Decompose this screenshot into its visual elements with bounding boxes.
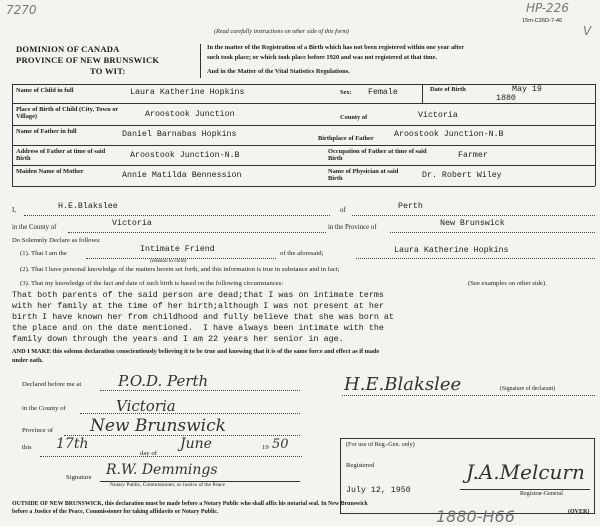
and-make-2: under oath. [12,357,44,364]
para-1-b: of the aforesaid; [280,250,324,257]
to-wit: TO WIT: [90,66,126,76]
physician-value: Dr. Robert Wiley [422,171,502,180]
grid-line [12,125,595,126]
declaration-county: Victoria [112,219,152,228]
jurat-county: Victoria [116,397,176,415]
sex-label: Sex: [340,89,352,96]
year-prefix: 19 [262,444,269,451]
jurat-province: New Brunswick [90,416,226,436]
grid-line [12,165,595,166]
address-father-value: Aroostook Junction-N.B [130,151,240,160]
of-label: of [340,206,346,214]
relation-value: Intimate Friend [140,245,215,254]
child-line [356,258,595,259]
declarant-signature-line [342,395,595,396]
date-birth-year: 1880 [496,94,516,103]
registrar-signature: J.A.Melcurn [466,460,585,484]
jurat-day: 17th [56,436,89,452]
signature-label: Signature [66,474,92,481]
occupation-value: Farmer [458,151,488,160]
signature-caption: Notary Public, Commissioner, or Justice of the Peace [110,482,225,488]
declared-label: Declared before me at [22,381,82,388]
birthplace-father-label: Birthplace of Father [318,135,374,142]
province-title: PROVINCE OF NEW BRUNSWICK [16,55,160,65]
mother-value: Annie Matilda Bennession [122,171,242,180]
in-county-label: in the County of [12,224,57,231]
registry-use-label: (For use of Reg.-Gen. only) [346,441,415,448]
jurat-month: June [180,436,212,452]
declared-line [100,390,300,391]
jurat-county-line [80,413,300,414]
jurat-county-label: in the County of [22,405,66,412]
i-label: I, [12,206,17,214]
grid-line [12,145,595,146]
of-place: Perth [398,202,423,211]
county-value: Victoria [418,111,458,120]
statement-line-3: birth I have known her from childhood and fully believe that she was born at [12,312,394,322]
declarant-line [24,215,330,216]
sex-value: Female [368,88,398,97]
grid-line [422,84,423,103]
matter-line-3: And in the Matter of the Vital Statistics Regulations. [207,68,350,75]
date-birth-label: Date of Birth [430,86,466,93]
solemnly-declare: Do Solemnly Declare as follows: [12,237,101,244]
grid-line [12,186,595,187]
margin-note-number: 7270 [6,3,37,17]
statement-line-5: family down through the years and I am 22 years her senior in age. [12,334,344,344]
para-3-b: (See examples on other side). [468,280,547,287]
date-line [40,456,302,457]
grid-line [12,84,13,186]
and-make-1: AND I MAKE this solemn declaration conscientiously believing it to be true and knowing that it is of the same force and effect as if made [12,348,380,355]
date-birth-md: May 19 [512,85,542,94]
grid-line [595,84,596,186]
place-birth-label: Place of Birth of Child (City, Town or Village) [16,106,119,120]
declared-at: P.O.D. Perth [118,372,209,390]
occupation-label: Occupation of Father at time of said Birth [328,148,427,162]
matter-line-1: In the matter of the Registration of a Birth which has not been registered within one year after [207,44,465,51]
jurat-year: 50 [272,437,289,452]
this-label: this [22,444,32,451]
day-of-label: day of [140,450,157,457]
form-code: 15m-C26D-7-46 [522,18,563,24]
address-father-label: Address of Father at time of said Birth [16,148,106,162]
in-province-label: in the Province of [328,224,377,231]
margin-note-bottom: 1880-H66 [436,507,515,526]
dominion-title: DOMINION OF CANADA [16,44,120,54]
mother-label: Maiden Name of Mother [16,168,84,175]
of-line [352,215,595,216]
instructions-note: (Read carefully instructions on other side of this form) [214,28,349,35]
registrar-caption: Registrar-General [520,491,563,497]
footer-line-1: OUTSIDE OF NEW BRUNSWICK, this declaration must be made before a Notary Public who shall affix his notarial seal. In New Brunswick [12,501,368,507]
declarant-name: H.E.Blakslee [58,202,118,211]
name-child-value: Laura Katherine Hopkins [130,88,245,97]
footer-over: (OVER) [568,509,590,515]
matter-line-2: such took place; or which took place before 1920 and was not registered at that time. [207,54,437,61]
declarant-caption: (Signature of declarant) [500,386,556,392]
statement-line-1: That both parents of the said person are dead;that I was on intimate terms [12,290,384,300]
physician-label: Name of Physician at said Birth [328,168,399,182]
province-line [390,232,595,233]
registered-label: Registered [346,462,375,469]
father-value: Daniel Barnabas Hopkins [122,130,237,139]
header-divider [200,44,201,78]
notary-signature: R.W. Demmings [106,462,218,478]
registrar-line [460,489,590,490]
para-1-child: Laura Katherine Hopkins [394,246,509,255]
birthplace-father-value: Aroostook Junction-N.B [394,130,504,139]
father-label: Name of Father in full [16,128,77,135]
declarant-signature: H.E.Blakslee [344,374,462,395]
margin-note-code: HP-226 [526,1,569,15]
name-child-label: Name of Child in full [16,87,74,94]
statement-line-4: the place and on the date mentioned. I have always been intimate with the [12,323,384,333]
statement-line-2: with her family at the time of her birth;although I was not present at her [12,301,384,311]
para-3-a: (3). That my knowledge of the fact and date of such birth is based on the following circumstances: [20,280,284,287]
para-2: (2). That I have personal knowledge of the matters herein set forth, and this information is true in substance and in fact; [20,266,340,273]
para-1-a: (1). That I am the [20,250,67,257]
county-label: County of [340,114,368,121]
grid-line [12,103,595,104]
county-line [68,232,326,233]
footer-line-2: before a Justice of the Peace, Commissioner for taking affidavits or Notary Public. [12,509,219,515]
place-birth-value: Aroostook Junction [145,110,235,119]
jurat-province-label: Province of [22,427,54,434]
check-mark: V [583,24,592,38]
registered-date: July 12, 1950 [346,486,411,495]
grid-line [12,84,595,85]
relation-note: (relation to child) [150,258,187,264]
declaration-province: New Brunswick [440,219,505,228]
